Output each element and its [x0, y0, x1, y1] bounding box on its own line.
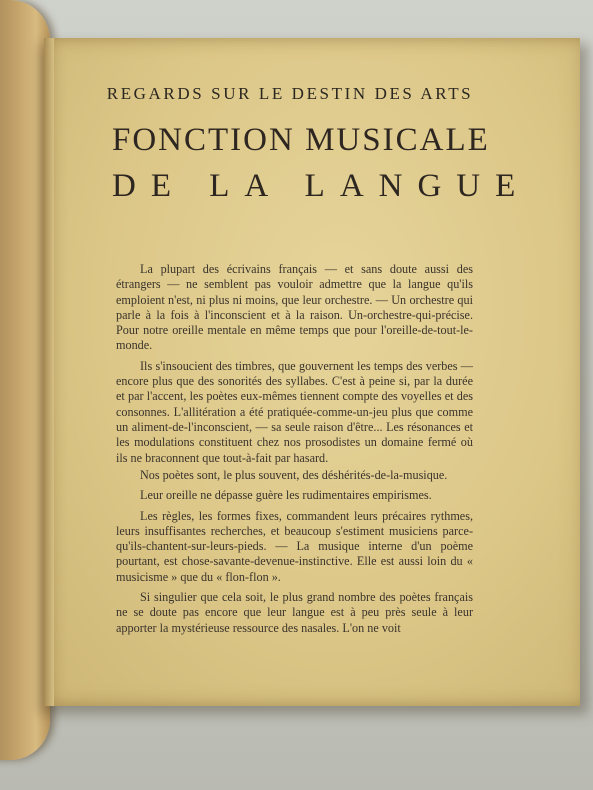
paragraph: Les règles, les formes fixes, commandent leurs précaires rythmes, leurs insuffisantes recherches, et beaucoup s'estiment musiciens parce-qu'ils-chantent-sur-leurs-pieds. — La musique interne d'un poème pourtant, est chose-savante-devenue-instinctive. Elle est aussi loin du « musicisme » que du « flon-flon ».	[116, 508, 473, 584]
paragraph: Si singulier que cela soit, le plus grand nombre des poètes français ne se doute pas encore que leur langue est à peu près seule à leur apporter la mystérieuse ressource des nasales. L'on ne voit	[116, 590, 473, 635]
running-header: REGARDS SUR LE DESTIN DES ARTS	[106, 84, 474, 103]
title-line-1: FONCTION MUSICALE	[112, 122, 490, 158]
paragraph: Leur oreille ne dépasse guère les rudimentaires empirismes.	[140, 488, 432, 503]
paragraph: Nos poètes sont, le plus souvent, des déshérités-de-la-musique.	[140, 468, 448, 482]
paragraph: La plupart des écrivains français — et sans doute aussi des étrangers — ne semblent pas vouloir admettre que la langue qu'ils emploient n'est, ni plus ni moins, que leur orchestre. — Un orchestre qui parle à la fois à l'inconscient et à la raison. Un-orchestre-qui-précise. Pour notre oreille mentale en même temps que pour l'oreille-de-tout-le-monde.	[116, 262, 473, 353]
body-text-block-1	[116, 262, 473, 471]
page-gutter	[44, 38, 54, 706]
paragraph: Ils s'insoucient des timbres, que gouvernent les temps des verbes — encore plus que des sonorités des syllabes. C'est à peine si, par la durée et par l'accent, les poètes eux-mêmes tiennent compte des voyelles et des consonnes. L'allitération a été pratiquée-comme-un-jeu plus que comme un aliment-de-l'inconscient, — sa seule raison d'être... Les résonances et les modulations constituent chez nos prosodistes un domaine fermé où ils ne braconnent que tout-à-fait par hasard.	[116, 358, 473, 465]
title-line-2: DE LA LANGUE	[112, 168, 531, 204]
body-text-block-2	[116, 468, 473, 641]
